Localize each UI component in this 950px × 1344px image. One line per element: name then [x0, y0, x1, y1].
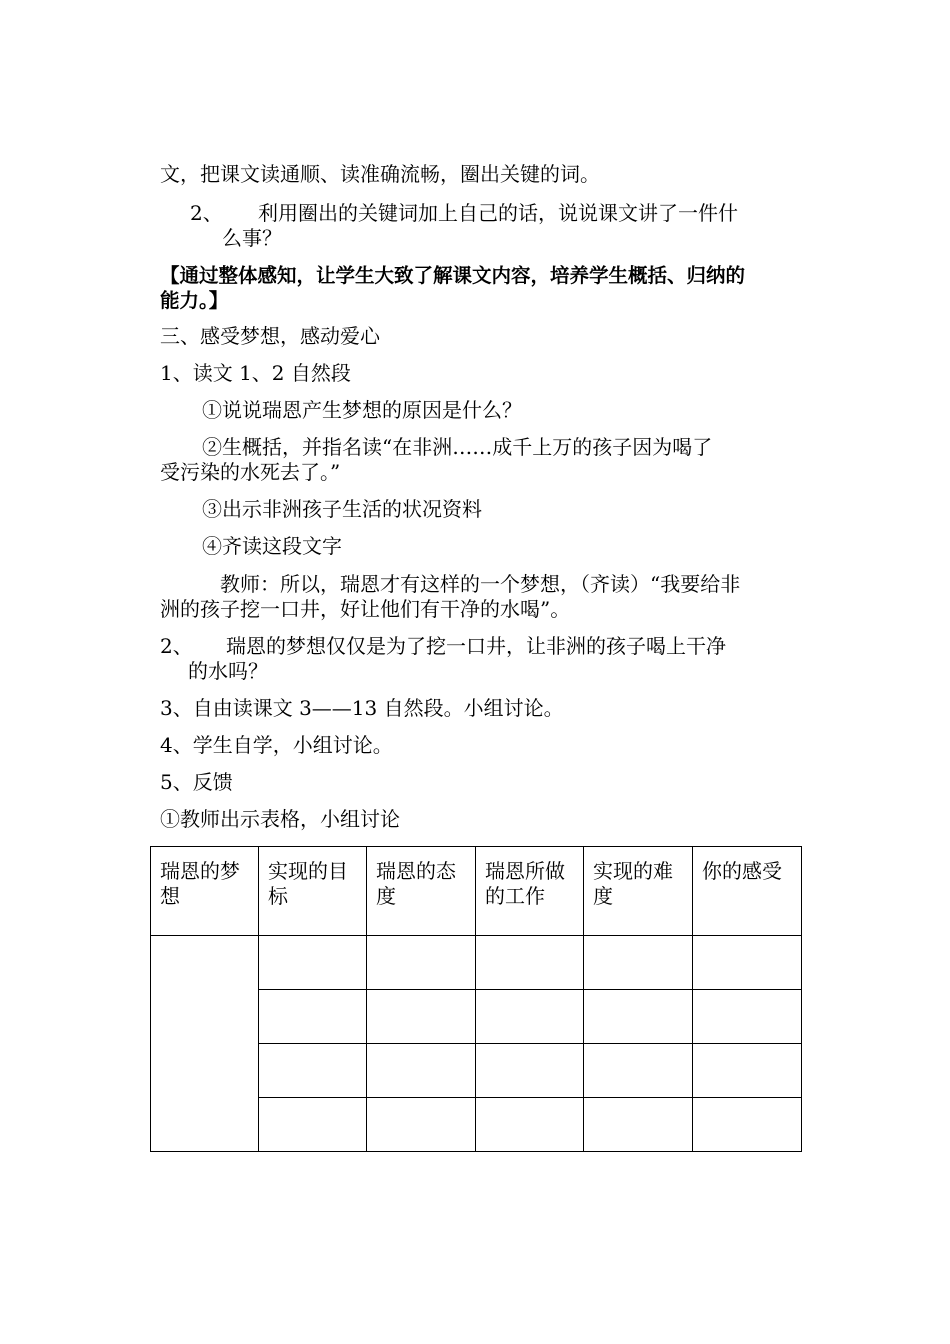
- text-line-12: 瑞恩的梦想仅仅是为了挖一口井，让非洲的孩子喝上干净: [226, 634, 726, 658]
- table-header-cell: 瑞恩的梦想: [151, 847, 259, 936]
- table-cell: [693, 936, 802, 990]
- text-line-6: ②生概括，并指名读“在非洲……成千上万的孩子因为喝了: [202, 435, 713, 459]
- table-cell: [259, 990, 367, 1044]
- table-cell: [476, 1044, 584, 1098]
- text-line-11: 洲的孩子挖一口井，好让他们有干净的水喝”。: [160, 597, 571, 621]
- table-cell: [476, 1098, 584, 1152]
- text-line-4: 1、读文 1、2 自然段: [160, 361, 351, 385]
- table-cell: [259, 1098, 367, 1152]
- table-cell: [259, 936, 367, 990]
- text-line-5: ①说说瑞恩产生梦想的原因是什么？: [202, 398, 522, 422]
- table-cell: [584, 1098, 693, 1152]
- text-line-17: ①教师出示表格，小组讨论: [160, 807, 400, 831]
- table-header-cell: 实现的目标: [259, 847, 367, 936]
- table-cell: [367, 1044, 476, 1098]
- discussion-table: [150, 846, 802, 1152]
- table-cell: [693, 990, 802, 1044]
- table-cell: [367, 990, 476, 1044]
- table-cell-dream: [151, 936, 259, 1152]
- text-line-1: 文，把课文读通顺、读准确流畅，圈出关键的词。: [160, 162, 600, 186]
- text-line-10: 教师：所以，瑞恩才有这样的一个梦想，（齐读）“我要给非: [220, 572, 741, 596]
- text-line-14: 3、自由读课文 3——13 自然段。小组讨论。: [160, 696, 564, 720]
- table-cell: [584, 990, 693, 1044]
- text-line-7: 受污染的水死去了。”: [160, 460, 341, 484]
- text-line-13: 的水吗？: [188, 659, 268, 683]
- section-heading: 三、感受梦想，感动爱心: [160, 324, 380, 348]
- table-row: [151, 936, 802, 990]
- text-line-8: ③出示非洲孩子生活的状况资料: [202, 497, 482, 521]
- note-line-1: 【通过整体感知，让学生大致了解课文内容，培养学生概括、归纳的: [160, 264, 746, 287]
- list-number-2b: 2、: [160, 634, 193, 658]
- table-cell: [259, 1044, 367, 1098]
- table-cell: [476, 990, 584, 1044]
- note-line-2: 能力。】: [160, 289, 229, 312]
- table-cell: [584, 1044, 693, 1098]
- table-cell: [584, 936, 693, 990]
- list-number-2: 2、: [190, 201, 223, 225]
- table-cell: [367, 936, 476, 990]
- table-cell: [693, 1044, 802, 1098]
- table-cell: [693, 1098, 802, 1152]
- text-line-15: 4、学生自学，小组讨论。: [160, 733, 393, 757]
- text-line-9: ④齐读这段文字: [202, 534, 342, 558]
- text-line-16: 5、反馈: [160, 770, 233, 794]
- text-line-3: 么事？: [222, 226, 282, 250]
- table-cell: [367, 1098, 476, 1152]
- text-line-2: 利用圈出的关键词加上自己的话，说说课文讲了一件什: [258, 201, 738, 225]
- table-header-row: [151, 847, 802, 936]
- table-header-cell: 瑞恩的态度: [367, 847, 476, 936]
- table-header-cell: 实现的难度: [584, 847, 693, 936]
- table-cell: [476, 936, 584, 990]
- table-header-cell: 你的感受: [693, 847, 802, 936]
- table-header-cell: 瑞恩所做的工作: [476, 847, 584, 936]
